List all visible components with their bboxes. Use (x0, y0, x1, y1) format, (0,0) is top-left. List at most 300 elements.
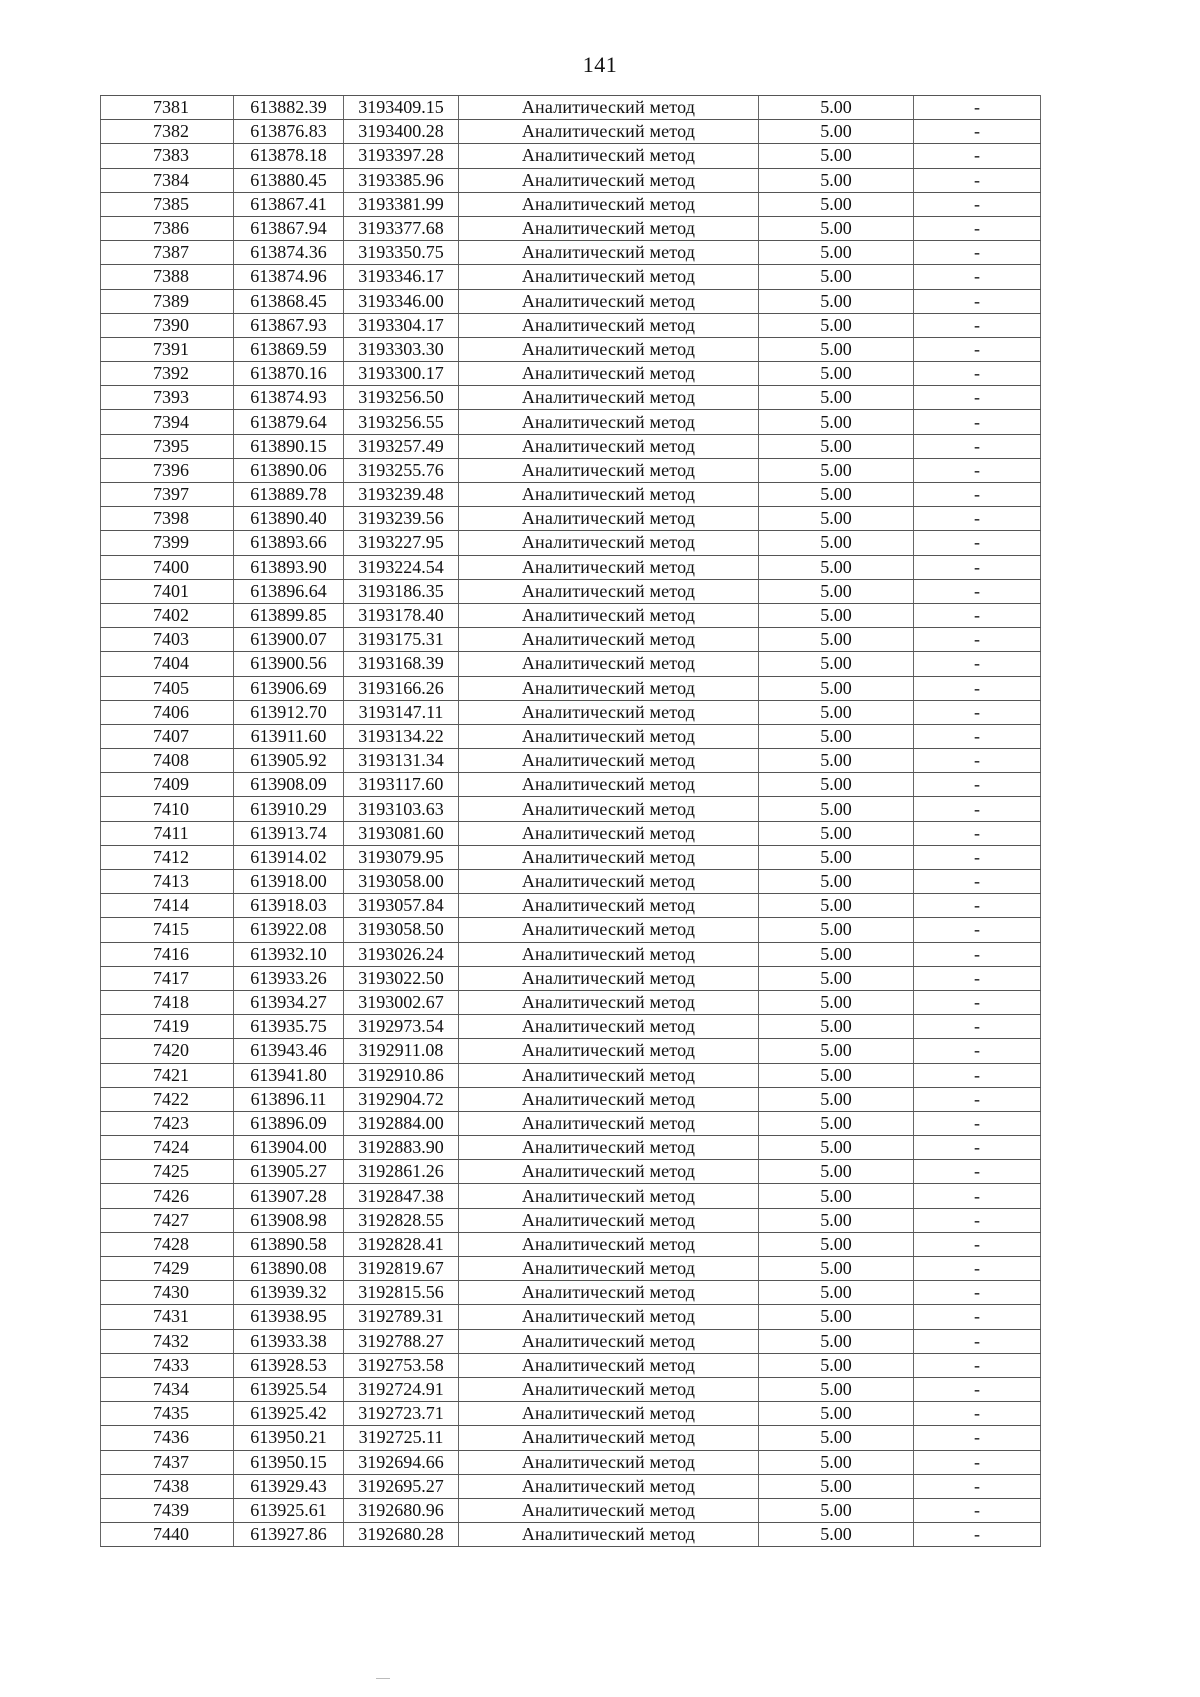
accuracy-cell: 5.00 (759, 1257, 914, 1281)
note-cell: - (914, 1474, 1041, 1498)
y-coordinate-cell: 3192723.71 (344, 1402, 459, 1426)
method-cell: Аналитический метод (459, 1353, 759, 1377)
note-cell: - (914, 1136, 1041, 1160)
accuracy-cell: 5.00 (759, 168, 914, 192)
y-coordinate-cell: 3193117.60 (344, 773, 459, 797)
table-row (101, 434, 1041, 458)
y-coordinate-cell: 3192883.90 (344, 1136, 459, 1160)
note-cell: - (914, 1402, 1041, 1426)
accuracy-cell: 5.00 (759, 386, 914, 410)
y-coordinate-cell: 3193397.28 (344, 144, 459, 168)
note-cell: - (914, 458, 1041, 482)
y-coordinate-cell: 3193103.63 (344, 797, 459, 821)
page-number: 141 (582, 52, 618, 77)
method-cell: Аналитический метод (459, 434, 759, 458)
point-number-cell: 7417 (101, 966, 234, 990)
y-coordinate-cell: 3193304.17 (344, 313, 459, 337)
accuracy-cell: 5.00 (759, 265, 914, 289)
point-number-cell: 7418 (101, 990, 234, 1014)
note-cell: - (914, 1450, 1041, 1474)
method-cell: Аналитический метод (459, 724, 759, 748)
accuracy-cell: 5.00 (759, 821, 914, 845)
table-row (101, 942, 1041, 966)
accuracy-cell: 5.00 (759, 1377, 914, 1401)
note-cell: - (914, 337, 1041, 361)
note-cell: - (914, 652, 1041, 676)
point-number-cell: 7414 (101, 894, 234, 918)
table-row (101, 894, 1041, 918)
y-coordinate-cell: 3193256.55 (344, 410, 459, 434)
table-row (101, 531, 1041, 555)
note-cell: - (914, 362, 1041, 386)
y-coordinate-cell: 3193227.95 (344, 531, 459, 555)
y-coordinate-cell: 3193346.17 (344, 265, 459, 289)
method-cell: Аналитический метод (459, 990, 759, 1014)
note-cell: - (914, 1232, 1041, 1256)
table-row (101, 1087, 1041, 1111)
method-cell: Аналитический метод (459, 313, 759, 337)
x-coordinate-cell: 613908.09 (234, 773, 344, 797)
accuracy-cell: 5.00 (759, 410, 914, 434)
note-cell: - (914, 1257, 1041, 1281)
x-coordinate-cell: 613918.00 (234, 870, 344, 894)
method-cell: Аналитический метод (459, 1039, 759, 1063)
note-cell: - (914, 942, 1041, 966)
point-number-cell: 7386 (101, 216, 234, 240)
method-cell: Аналитический метод (459, 265, 759, 289)
method-cell: Аналитический метод (459, 458, 759, 482)
note-cell: - (914, 1353, 1041, 1377)
x-coordinate-cell: 613904.00 (234, 1136, 344, 1160)
table-row (101, 1015, 1041, 1039)
method-cell: Аналитический метод (459, 676, 759, 700)
table-row (101, 1208, 1041, 1232)
table-row (101, 966, 1041, 990)
note-cell: - (914, 894, 1041, 918)
x-coordinate-cell: 613896.64 (234, 579, 344, 603)
accuracy-cell: 5.00 (759, 1426, 914, 1450)
note-cell: - (914, 603, 1041, 627)
point-number-cell: 7429 (101, 1257, 234, 1281)
x-coordinate-cell: 613933.26 (234, 966, 344, 990)
method-cell: Аналитический метод (459, 942, 759, 966)
method-cell: Аналитический метод (459, 749, 759, 773)
table-row (101, 1281, 1041, 1305)
note-cell: - (914, 410, 1041, 434)
table-row (101, 241, 1041, 265)
coordinates-table (100, 95, 1041, 1547)
x-coordinate-cell: 613874.36 (234, 241, 344, 265)
accuracy-cell: 5.00 (759, 1523, 914, 1547)
y-coordinate-cell: 3193239.48 (344, 483, 459, 507)
y-coordinate-cell: 3193303.30 (344, 337, 459, 361)
point-number-cell: 7381 (101, 96, 234, 120)
note-cell: - (914, 531, 1041, 555)
point-number-cell: 7389 (101, 289, 234, 313)
point-number-cell: 7433 (101, 1353, 234, 1377)
note-cell: - (914, 1498, 1041, 1522)
y-coordinate-cell: 3193131.34 (344, 749, 459, 773)
accuracy-cell: 5.00 (759, 241, 914, 265)
x-coordinate-cell: 613905.27 (234, 1160, 344, 1184)
accuracy-cell: 5.00 (759, 1498, 914, 1522)
x-coordinate-cell: 613950.15 (234, 1450, 344, 1474)
table-row (101, 313, 1041, 337)
x-coordinate-cell: 613868.45 (234, 289, 344, 313)
point-number-cell: 7407 (101, 724, 234, 748)
method-cell: Аналитический метод (459, 1474, 759, 1498)
accuracy-cell: 5.00 (759, 507, 914, 531)
y-coordinate-cell: 3192695.27 (344, 1474, 459, 1498)
method-cell: Аналитический метод (459, 120, 759, 144)
point-number-cell: 7409 (101, 773, 234, 797)
x-coordinate-cell: 613890.08 (234, 1257, 344, 1281)
note-cell: - (914, 1281, 1041, 1305)
y-coordinate-cell: 3192680.28 (344, 1523, 459, 1547)
point-number-cell: 7384 (101, 168, 234, 192)
table-row (101, 1184, 1041, 1208)
point-number-cell: 7395 (101, 434, 234, 458)
table-row (101, 1353, 1041, 1377)
x-coordinate-cell: 613907.28 (234, 1184, 344, 1208)
y-coordinate-cell: 3193409.15 (344, 96, 459, 120)
table-row (101, 579, 1041, 603)
point-number-cell: 7434 (101, 1377, 234, 1401)
table-row (101, 483, 1041, 507)
method-cell: Аналитический метод (459, 531, 759, 555)
accuracy-cell: 5.00 (759, 1208, 914, 1232)
table-row (101, 362, 1041, 386)
accuracy-cell: 5.00 (759, 483, 914, 507)
y-coordinate-cell: 3193381.99 (344, 192, 459, 216)
method-cell: Аналитический метод (459, 410, 759, 434)
table-row (101, 1305, 1041, 1329)
y-coordinate-cell: 3193256.50 (344, 386, 459, 410)
method-cell: Аналитический метод (459, 362, 759, 386)
note-cell: - (914, 1377, 1041, 1401)
x-coordinate-cell: 613934.27 (234, 990, 344, 1014)
y-coordinate-cell: 3193057.84 (344, 894, 459, 918)
accuracy-cell: 5.00 (759, 652, 914, 676)
accuracy-cell: 5.00 (759, 1402, 914, 1426)
x-coordinate-cell: 613900.56 (234, 652, 344, 676)
table-row (101, 337, 1041, 361)
x-coordinate-cell: 613893.90 (234, 555, 344, 579)
table-row (101, 1257, 1041, 1281)
y-coordinate-cell: 3192789.31 (344, 1305, 459, 1329)
method-cell: Аналитический метод (459, 1281, 759, 1305)
method-cell: Аналитический метод (459, 1402, 759, 1426)
accuracy-cell: 5.00 (759, 216, 914, 240)
method-cell: Аналитический метод (459, 1160, 759, 1184)
table-row (101, 289, 1041, 313)
point-number-cell: 7405 (101, 676, 234, 700)
x-coordinate-cell: 613890.58 (234, 1232, 344, 1256)
point-number-cell: 7426 (101, 1184, 234, 1208)
table-row (101, 265, 1041, 289)
x-coordinate-cell: 613910.29 (234, 797, 344, 821)
y-coordinate-cell: 3192694.66 (344, 1450, 459, 1474)
y-coordinate-cell: 3192680.96 (344, 1498, 459, 1522)
x-coordinate-cell: 613880.45 (234, 168, 344, 192)
method-cell: Аналитический метод (459, 894, 759, 918)
x-coordinate-cell: 613893.66 (234, 531, 344, 555)
accuracy-cell: 5.00 (759, 966, 914, 990)
y-coordinate-cell: 3193377.68 (344, 216, 459, 240)
note-cell: - (914, 821, 1041, 845)
accuracy-cell: 5.00 (759, 724, 914, 748)
note-cell: - (914, 1039, 1041, 1063)
accuracy-cell: 5.00 (759, 362, 914, 386)
table-row (101, 676, 1041, 700)
point-number-cell: 7437 (101, 1450, 234, 1474)
note-cell: - (914, 96, 1041, 120)
x-coordinate-cell: 613939.32 (234, 1281, 344, 1305)
method-cell: Аналитический метод (459, 918, 759, 942)
table-row (101, 1329, 1041, 1353)
method-cell: Аналитический метод (459, 1329, 759, 1353)
x-coordinate-cell: 613878.18 (234, 144, 344, 168)
accuracy-cell: 5.00 (759, 1474, 914, 1498)
method-cell: Аналитический метод (459, 966, 759, 990)
table-row (101, 1474, 1041, 1498)
point-number-cell: 7424 (101, 1136, 234, 1160)
note-cell: - (914, 216, 1041, 240)
note-cell: - (914, 918, 1041, 942)
y-coordinate-cell: 3193026.24 (344, 942, 459, 966)
x-coordinate-cell: 613918.03 (234, 894, 344, 918)
method-cell: Аналитический метод (459, 845, 759, 869)
accuracy-cell: 5.00 (759, 1281, 914, 1305)
note-cell: - (914, 990, 1041, 1014)
x-coordinate-cell: 613869.59 (234, 337, 344, 361)
note-cell: - (914, 1063, 1041, 1087)
x-coordinate-cell: 613896.11 (234, 1087, 344, 1111)
note-cell: - (914, 773, 1041, 797)
point-number-cell: 7421 (101, 1063, 234, 1087)
y-coordinate-cell: 3192828.55 (344, 1208, 459, 1232)
y-coordinate-cell: 3193385.96 (344, 168, 459, 192)
point-number-cell: 7391 (101, 337, 234, 361)
note-cell: - (914, 1111, 1041, 1135)
x-coordinate-cell: 613925.61 (234, 1498, 344, 1522)
method-cell: Аналитический метод (459, 1063, 759, 1087)
point-number-cell: 7394 (101, 410, 234, 434)
point-number-cell: 7388 (101, 265, 234, 289)
accuracy-cell: 5.00 (759, 894, 914, 918)
y-coordinate-cell: 3193239.56 (344, 507, 459, 531)
note-cell: - (914, 289, 1041, 313)
point-number-cell: 7419 (101, 1015, 234, 1039)
y-coordinate-cell: 3192973.54 (344, 1015, 459, 1039)
x-coordinate-cell: 613913.74 (234, 821, 344, 845)
table-row (101, 773, 1041, 797)
y-coordinate-cell: 3193257.49 (344, 434, 459, 458)
point-number-cell: 7387 (101, 241, 234, 265)
x-coordinate-cell: 613938.95 (234, 1305, 344, 1329)
table-row (101, 845, 1041, 869)
point-number-cell: 7431 (101, 1305, 234, 1329)
y-coordinate-cell: 3192847.38 (344, 1184, 459, 1208)
point-number-cell: 7382 (101, 120, 234, 144)
note-cell: - (914, 555, 1041, 579)
table-row (101, 168, 1041, 192)
point-number-cell: 7396 (101, 458, 234, 482)
point-number-cell: 7385 (101, 192, 234, 216)
scan-mark (376, 1678, 390, 1679)
accuracy-cell: 5.00 (759, 749, 914, 773)
y-coordinate-cell: 3193147.11 (344, 700, 459, 724)
method-cell: Аналитический метод (459, 1015, 759, 1039)
accuracy-cell: 5.00 (759, 1136, 914, 1160)
accuracy-cell: 5.00 (759, 1184, 914, 1208)
accuracy-cell: 5.00 (759, 434, 914, 458)
method-cell: Аналитический метод (459, 192, 759, 216)
accuracy-cell: 5.00 (759, 942, 914, 966)
note-cell: - (914, 724, 1041, 748)
table-row (101, 96, 1041, 120)
y-coordinate-cell: 3193168.39 (344, 652, 459, 676)
accuracy-cell: 5.00 (759, 797, 914, 821)
x-coordinate-cell: 613874.96 (234, 265, 344, 289)
point-number-cell: 7392 (101, 362, 234, 386)
y-coordinate-cell: 3193350.75 (344, 241, 459, 265)
table-row (101, 700, 1041, 724)
table-row (101, 821, 1041, 845)
x-coordinate-cell: 613912.70 (234, 700, 344, 724)
point-number-cell: 7428 (101, 1232, 234, 1256)
x-coordinate-cell: 613928.53 (234, 1353, 344, 1377)
method-cell: Аналитический метод (459, 241, 759, 265)
accuracy-cell: 5.00 (759, 96, 914, 120)
method-cell: Аналитический метод (459, 870, 759, 894)
point-number-cell: 7411 (101, 821, 234, 845)
table-row (101, 1426, 1041, 1450)
x-coordinate-cell: 613900.07 (234, 628, 344, 652)
accuracy-cell: 5.00 (759, 192, 914, 216)
point-number-cell: 7390 (101, 313, 234, 337)
accuracy-cell: 5.00 (759, 1015, 914, 1039)
point-number-cell: 7398 (101, 507, 234, 531)
accuracy-cell: 5.00 (759, 990, 914, 1014)
x-coordinate-cell: 613890.15 (234, 434, 344, 458)
x-coordinate-cell: 613933.38 (234, 1329, 344, 1353)
point-number-cell: 7413 (101, 870, 234, 894)
method-cell: Аналитический метод (459, 1208, 759, 1232)
table-row (101, 1450, 1041, 1474)
accuracy-cell: 5.00 (759, 628, 914, 652)
note-cell: - (914, 1426, 1041, 1450)
accuracy-cell: 5.00 (759, 1039, 914, 1063)
table-row (101, 1498, 1041, 1522)
y-coordinate-cell: 3192884.00 (344, 1111, 459, 1135)
table-row (101, 216, 1041, 240)
y-coordinate-cell: 3193166.26 (344, 676, 459, 700)
accuracy-cell: 5.00 (759, 603, 914, 627)
accuracy-cell: 5.00 (759, 120, 914, 144)
x-coordinate-cell: 613927.86 (234, 1523, 344, 1547)
note-cell: - (914, 192, 1041, 216)
y-coordinate-cell: 3192788.27 (344, 1329, 459, 1353)
accuracy-cell: 5.00 (759, 1329, 914, 1353)
y-coordinate-cell: 3192725.11 (344, 1426, 459, 1450)
x-coordinate-cell: 613922.08 (234, 918, 344, 942)
note-cell: - (914, 1329, 1041, 1353)
accuracy-cell: 5.00 (759, 1450, 914, 1474)
y-coordinate-cell: 3193178.40 (344, 603, 459, 627)
method-cell: Аналитический метод (459, 1257, 759, 1281)
x-coordinate-cell: 613896.09 (234, 1111, 344, 1135)
table-row (101, 1160, 1041, 1184)
table-row (101, 1136, 1041, 1160)
x-coordinate-cell: 613882.39 (234, 96, 344, 120)
method-cell: Аналитический метод (459, 1450, 759, 1474)
point-number-cell: 7402 (101, 603, 234, 627)
x-coordinate-cell: 613889.78 (234, 483, 344, 507)
method-cell: Аналитический метод (459, 603, 759, 627)
method-cell: Аналитический метод (459, 1377, 759, 1401)
point-number-cell: 7422 (101, 1087, 234, 1111)
method-cell: Аналитический метод (459, 773, 759, 797)
accuracy-cell: 5.00 (759, 918, 914, 942)
accuracy-cell: 5.00 (759, 1087, 914, 1111)
point-number-cell: 7436 (101, 1426, 234, 1450)
note-cell: - (914, 870, 1041, 894)
table-row (101, 458, 1041, 482)
note-cell: - (914, 749, 1041, 773)
table-row (101, 120, 1041, 144)
y-coordinate-cell: 3193058.00 (344, 870, 459, 894)
method-cell: Аналитический метод (459, 1498, 759, 1522)
method-cell: Аналитический метод (459, 386, 759, 410)
note-cell: - (914, 434, 1041, 458)
method-cell: Аналитический метод (459, 797, 759, 821)
point-number-cell: 7403 (101, 628, 234, 652)
table-row (101, 555, 1041, 579)
point-number-cell: 7397 (101, 483, 234, 507)
note-cell: - (914, 386, 1041, 410)
x-coordinate-cell: 613870.16 (234, 362, 344, 386)
y-coordinate-cell: 3193058.50 (344, 918, 459, 942)
table-row (101, 797, 1041, 821)
table-row (101, 1523, 1041, 1547)
method-cell: Аналитический метод (459, 1184, 759, 1208)
table-row (101, 652, 1041, 676)
method-cell: Аналитический метод (459, 216, 759, 240)
y-coordinate-cell: 3193400.28 (344, 120, 459, 144)
y-coordinate-cell: 3193346.00 (344, 289, 459, 313)
x-coordinate-cell: 613925.42 (234, 1402, 344, 1426)
y-coordinate-cell: 3193002.67 (344, 990, 459, 1014)
method-cell: Аналитический метод (459, 1111, 759, 1135)
x-coordinate-cell: 613890.40 (234, 507, 344, 531)
x-coordinate-cell: 613879.64 (234, 410, 344, 434)
x-coordinate-cell: 613905.92 (234, 749, 344, 773)
note-cell: - (914, 168, 1041, 192)
accuracy-cell: 5.00 (759, 700, 914, 724)
x-coordinate-cell: 613874.93 (234, 386, 344, 410)
table-row (101, 507, 1041, 531)
y-coordinate-cell: 3192819.67 (344, 1257, 459, 1281)
accuracy-cell: 5.00 (759, 1160, 914, 1184)
x-coordinate-cell: 613950.21 (234, 1426, 344, 1450)
method-cell: Аналитический метод (459, 821, 759, 845)
y-coordinate-cell: 3193134.22 (344, 724, 459, 748)
accuracy-cell: 5.00 (759, 845, 914, 869)
y-coordinate-cell: 3192724.91 (344, 1377, 459, 1401)
point-number-cell: 7420 (101, 1039, 234, 1063)
method-cell: Аналитический метод (459, 1136, 759, 1160)
